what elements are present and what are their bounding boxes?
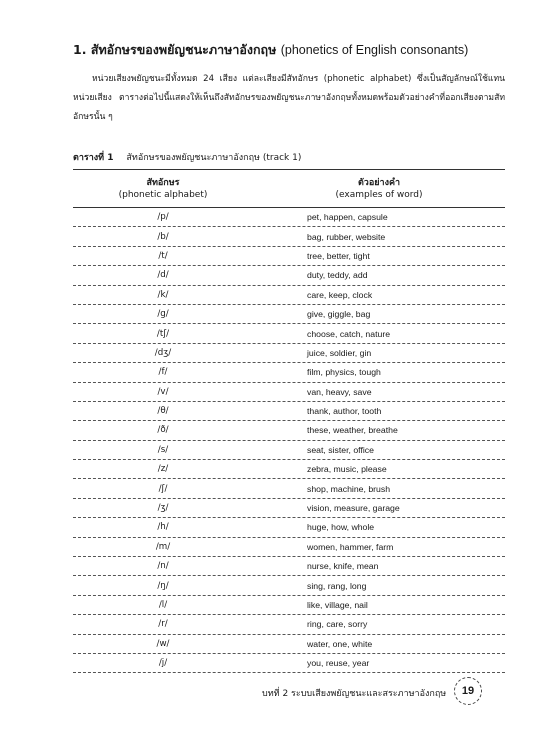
example-words: these, weather, breathe	[307, 425, 398, 436]
phonetic-symbol: /ʒ/	[157, 503, 169, 514]
phonetic-symbol: /v/	[157, 386, 169, 397]
chapter-footer: บทที่ 2 ระบบเสียงพยัญชนะและสระภาษาอังกฤษ	[262, 689, 447, 699]
phonetic-symbol: /w/	[156, 638, 170, 649]
table-row	[73, 208, 505, 227]
table-row	[73, 576, 505, 595]
section-heading	[73, 40, 513, 60]
phonetic-symbol: /z/	[157, 464, 169, 475]
example-words: ring, care, sorry	[307, 619, 368, 630]
phonetic-symbol: /t/	[158, 250, 168, 261]
example-words: juice, soldier, gin	[307, 347, 372, 358]
phonetic-symbol: /g/	[157, 309, 169, 320]
header-examples-thai: ตัวอย่างคำ	[357, 177, 401, 188]
example-words: like, village, nail	[307, 600, 368, 610]
table-row	[73, 344, 505, 363]
phonetic-symbol: /k/	[157, 289, 169, 300]
table-row	[73, 324, 505, 343]
example-words: tree, better, tight	[307, 250, 370, 261]
example-words: choose, catch, nature	[307, 328, 391, 339]
table-row	[73, 635, 505, 654]
phonetic-symbol: /l/	[158, 600, 168, 610]
phonetic-symbol: /d/	[157, 270, 169, 281]
example-words: bag, rubber, website	[307, 231, 386, 242]
table-row	[73, 654, 505, 673]
section-title-thai: สัทอักษรของพยัญชนะภาษาอังกฤษ	[90, 42, 277, 57]
table-caption	[73, 150, 301, 164]
header-symbol-thai: สัทอักษร	[146, 177, 180, 188]
phonetic-symbol: /ð/	[157, 425, 169, 436]
example-words: vision, measure, garage	[307, 503, 400, 514]
table-row	[73, 596, 505, 615]
table-row	[73, 518, 505, 537]
table-row	[73, 441, 505, 460]
phonetic-symbol: /p/	[157, 212, 169, 223]
example-words: women, hammer, farm	[307, 541, 394, 552]
table-row	[73, 247, 505, 266]
table-row	[73, 286, 505, 305]
example-words: pet, happen, capsule	[307, 212, 388, 223]
section-number: 1.	[73, 42, 87, 57]
phonetic-symbol: /θ/	[157, 406, 169, 417]
example-words: van, heavy, save	[307, 386, 372, 397]
phonetic-symbol: /dʒ/	[154, 347, 172, 358]
table-row	[73, 305, 505, 324]
example-words: nurse, knife, mean	[307, 561, 379, 572]
table-row	[73, 499, 505, 518]
table-row	[73, 383, 505, 402]
phonetic-symbol: /b/	[157, 231, 169, 242]
header-examples-column	[253, 177, 505, 201]
phonetic-symbol: /ŋ/	[157, 580, 169, 591]
table-row	[73, 557, 505, 576]
example-words: you, reuse, year	[307, 658, 370, 669]
header-examples-english: (examples of word)	[335, 189, 423, 200]
table-row	[73, 421, 505, 440]
example-words: water, one, white	[307, 638, 373, 649]
table-caption-text: สัทอักษรของพยัญชนะภาษาอังกฤษ (track 1)	[126, 153, 302, 163]
example-words: zebra, music, please	[307, 464, 387, 475]
table-row	[73, 615, 505, 634]
phonetic-symbol: /m/	[155, 541, 171, 552]
phonetic-symbol: /ʃ/	[158, 483, 168, 494]
header-symbol-english: (phonetic alphabet)	[118, 189, 208, 200]
phonetic-symbol: /r/	[158, 619, 168, 630]
table-body	[73, 208, 505, 673]
phonetic-symbol: /f/	[158, 367, 168, 378]
table-row	[73, 479, 505, 498]
example-words: shop, machine, brush	[307, 483, 391, 494]
phonetic-symbol: /s/	[157, 444, 169, 455]
intro-paragraph	[73, 70, 505, 127]
page-number: 19	[454, 677, 482, 705]
section-title-english: (phonetics of English consonants)	[280, 43, 469, 57]
example-words: seat, sister, office	[307, 444, 374, 455]
consonant-table	[73, 169, 505, 673]
example-words: sing, rang, long	[307, 580, 367, 591]
example-words: duty, teddy, add	[307, 270, 368, 281]
table-row	[73, 363, 505, 382]
phonetic-symbol: /n/	[157, 561, 169, 572]
phonetic-symbol: /j/	[158, 658, 168, 669]
table-row	[73, 266, 505, 285]
table-row	[73, 538, 505, 557]
example-words: care, keep, clock	[307, 289, 373, 300]
table-caption-label: ตารางที่ 1	[73, 153, 114, 163]
table-row	[73, 402, 505, 421]
intro-text: หน่วยเสียงพยัญชนะมีทั้งหมด 24 เสียง แต่ละเสียงมีสัทอักษร (phonetic alphabet) ซึ่งเป็นสัญลักษณ์ใช้แทนหน่วยเสียง ตารางต่อไปนี้แสดงให้เห็นถึงสัทอักษรของพยัญชนะภาษาอังกฤษทั้งหมดพร้อมตัวอย่างคำที่ออกเสียงตามสัทอักษรนั้น ๆ	[73, 74, 505, 122]
example-words: film, physics, tough	[307, 367, 381, 378]
example-words: thank, author, tooth	[307, 406, 382, 417]
table-header	[73, 170, 505, 208]
phonetic-symbol: /h/	[157, 522, 169, 533]
header-symbol-column	[73, 177, 253, 201]
example-words: huge, how, whole	[307, 522, 375, 533]
table-row	[73, 460, 505, 479]
example-words: give, giggle, bag	[307, 309, 371, 320]
table-row	[73, 227, 505, 246]
phonetic-symbol: /tʃ/	[156, 328, 170, 339]
